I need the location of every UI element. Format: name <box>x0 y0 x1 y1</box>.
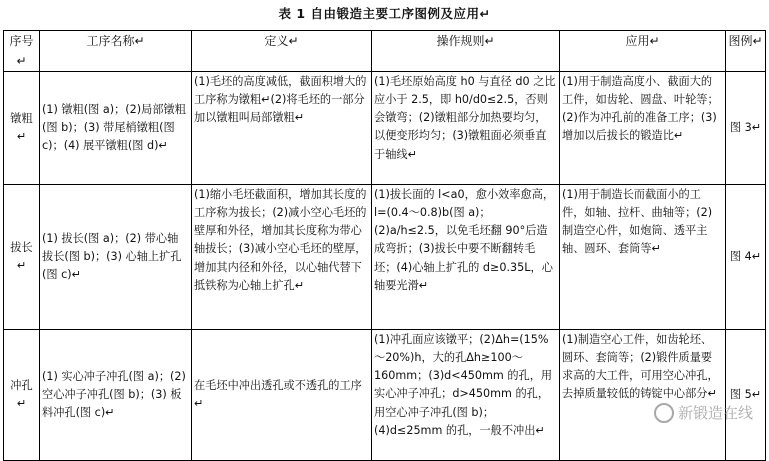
header-figure: 图例↵ <box>726 31 766 72</box>
cell-rules: (1)毛坯原始高度 h0 与直径 d0 之比应小于 2.5，即 h0/d0≤2.5，否则会镦弯；(2)镦粗部分加热要均匀，以便变形均匀；(3)镦粗面必须垂直于轴线↵ <box>372 72 560 185</box>
cell-figure: 图 5↵ <box>726 330 766 461</box>
cell-definition: (1)缩小毛坯截面积，增加其长度的工序称为拔长；(2)减小空心毛坯的壁厚和外径，增加其长度称为带心轴拔长；(3)减小空心毛坯的壁厚，增加其内径和外径，以心轴代替下抵铁称为心轴上扩孔↵ <box>192 185 372 330</box>
table-header-row <box>4 31 766 72</box>
cell-figure: 图 4↵ <box>726 185 766 330</box>
cell-seq: 冲孔↵ <box>4 330 40 461</box>
cell-seq: 拔长↵ <box>4 185 40 330</box>
watermark-logo-icon <box>654 403 674 423</box>
cell-rules: (1)冲孔面应该镦平；(2)Δh=(15%～20%)h，大的孔Δh≥100～160mm；(3)d<450mm 的孔，用实心冲子冲孔；d>450mm 的孔，用空心冲子冲孔(图 b)；(4)d≤25mm 的孔，一般不冲出↵ <box>372 330 560 461</box>
cell-application: (1)用于制造高度小、截面大的工件，如齿轮、圆盘、叶轮等；(2)作为冲孔前的准备工序；(3)增加以后拔长的锻造比↵ <box>560 72 726 185</box>
cell-figure: 图 3↵ <box>726 72 766 185</box>
cell-name: (1) 实心冲子冲孔(图 a)；(2) 空心冲子冲孔(图 b)；(3) 板料冲孔(图 c)↵ <box>40 330 192 461</box>
cell-seq: 镦粗↵ <box>4 72 40 185</box>
cell-definition: (1)毛坯的高度减低，截面积增大的工序称为镦粗↵(2)将毛坯的一部分加以镦粗叫局部镦粗↵ <box>192 72 372 185</box>
cell-application: (1)用于制造长而截面小的工件，如轴、拉杆、曲轴等；(2)制造空心件，如炮筒、透平主轴、圆环、套筒等↵ <box>560 185 726 330</box>
table-row <box>4 185 766 330</box>
header-name: 工序名称↵ <box>40 31 192 72</box>
header-seq: 序号↵ <box>4 31 40 72</box>
header-definition: 定义↵ <box>192 31 372 72</box>
table-row <box>4 330 766 461</box>
watermark <box>654 402 753 424</box>
table-row <box>4 72 766 185</box>
cell-name: (1) 镦粗(图 a)；(2)局部镦粗(图 b)；(3) 带尾梢镦粗(图 c)；(4) 展平镦粗(图 d)↵ <box>40 72 192 185</box>
table-caption: 表 1 自由锻造主要工序图例及应用↵ <box>278 6 491 21</box>
cell-rules: (1)拔长面的 l<a0，愈小效率愈高，l=(0.4～0.8)b(图 a)；(2)a/h≤2.5，以免毛坯翻 90°后造成弯折；(3)拔长中要不断翻转毛坯；(4)心轴上扩孔的 d≥0.35L，心轴要光滑↵ <box>372 185 560 330</box>
watermark-text: 新锻造在线 <box>677 403 753 422</box>
cell-name: (1) 拔长(图 a)；(2) 带心轴拔长(图 b)；(3) 心轴上扩孔(图 c)↵ <box>40 185 192 330</box>
cell-definition: 在毛坯中冲出透孔或不透孔的工序↵ <box>192 330 372 461</box>
header-application: 应用↵ <box>560 31 726 72</box>
cell-application: (1)制造空心工件，如齿轮坯、圆环、套筒等；(2)锻件质量要求高的大工件，可用空心冲孔，去掉质量较低的铸锭中心部分↵ <box>560 330 726 461</box>
header-rules: 操作规则↵ <box>372 31 560 72</box>
forging-process-table <box>3 30 766 461</box>
